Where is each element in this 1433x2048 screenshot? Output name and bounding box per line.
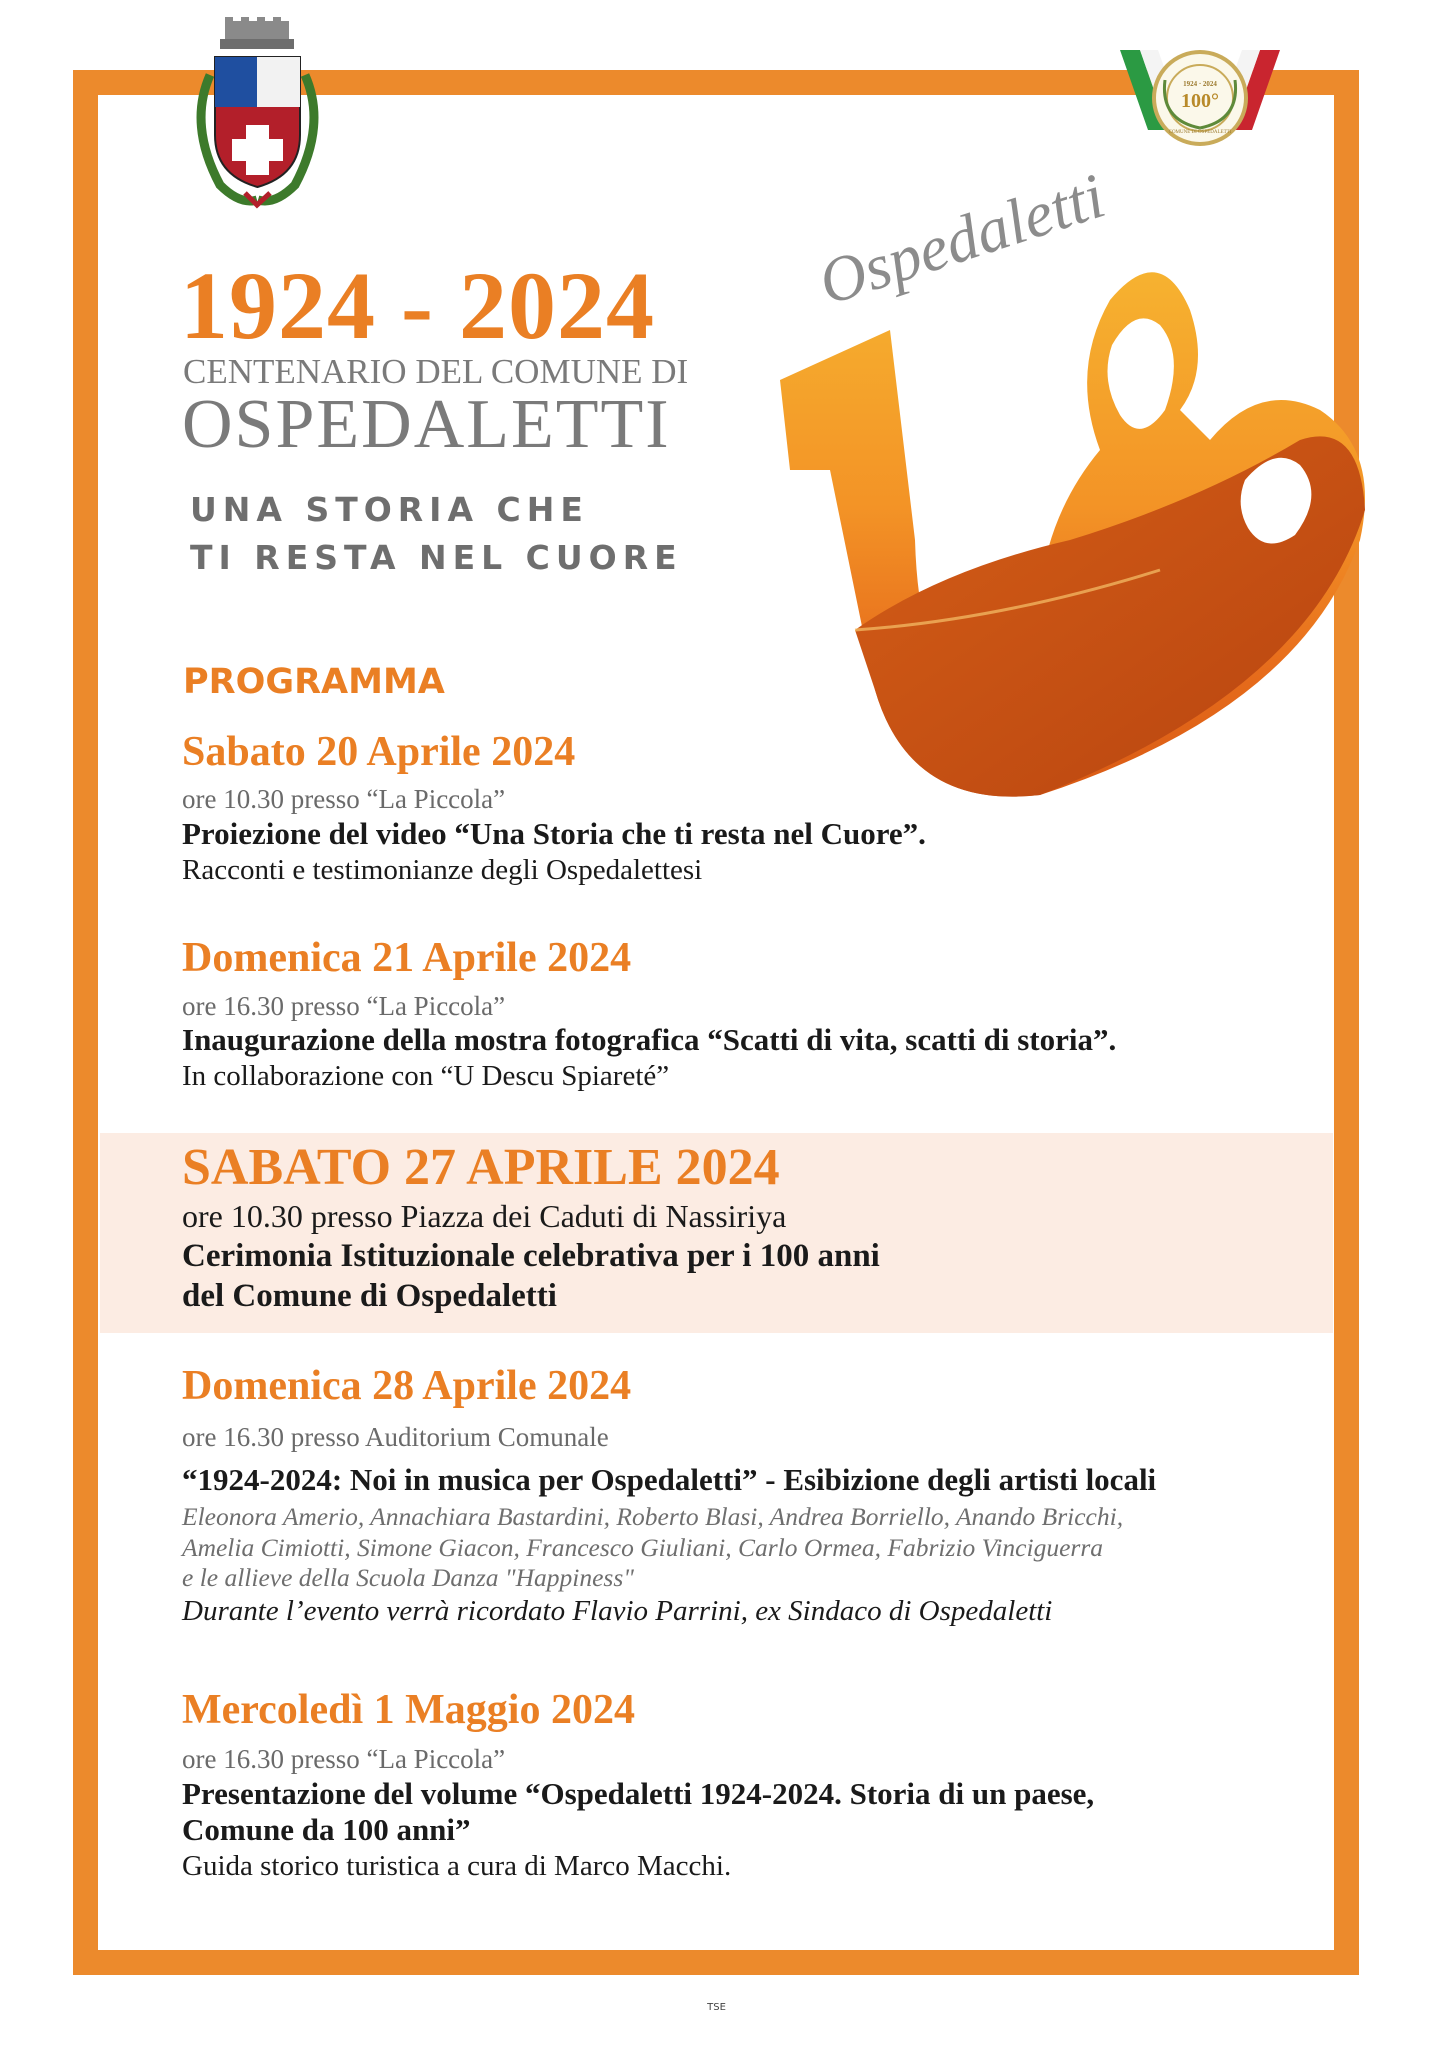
event-4-desc: “1924-2024: Noi in musica per Ospedaletti” - Esibizione degli artisti locali <box>182 1462 1157 1497</box>
seal-ring-text: COMUNE DI OSPEDALETTI <box>1168 130 1232 135</box>
event-4-note: Durante l’evento verrà ricordato Flavio Parrini, ex Sindaco di Ospedaletti <box>182 1595 1053 1627</box>
artists-line-2: Amelia Cimiotti, Simone Giacon, Francesco Giuliani, Carlo Ormea, Fabrizio Vinciguerra <box>182 1533 1103 1562</box>
event-5-desc-line-2: Comune da 100 anni” <box>182 1812 471 1847</box>
programma-heading: PROGRAMMA <box>183 662 445 702</box>
highlight-title: SABATO 27 APRILE 2024 <box>182 1139 780 1196</box>
highlight-when: ore 10.30 presso Piazza dei Caduti di Nassiriya <box>182 1198 787 1234</box>
centenary-subtitle: CENTENARIO DEL COMUNE DI <box>183 352 689 391</box>
event-5-note: Guida storico turistica a cura di Marco Macchi. <box>182 1850 732 1882</box>
tagline-line-2: TI RESTA NEL CUORE <box>190 538 683 577</box>
event-5-title: Mercoledì 1 Maggio 2024 <box>182 1687 635 1733</box>
event-1-when: ore 10.30 presso “La Piccola” <box>182 784 506 814</box>
event-5-desc-line-1: Presentazione del volume “Ospedaletti 1924-2024. Storia di un paese, <box>182 1776 1095 1811</box>
artists-line-1: Eleonora Amerio, Annachiara Bastardini, Roberto Blasi, Andrea Borriello, Anando Bricchi, <box>182 1502 1124 1531</box>
event-1-desc: Proiezione del video “Una Storia che ti resta nel Cuore”. <box>182 816 926 851</box>
event-1-note: Racconti e testimonianze degli Ospedalettesi <box>182 854 703 886</box>
event-1-title: Sabato 20 Aprile 2024 <box>182 729 576 775</box>
event-5-when: ore 16.30 presso “La Piccola” <box>182 1744 506 1774</box>
footer-credit: TSE <box>707 2002 726 2013</box>
town-name: OSPEDALETTI <box>182 386 671 463</box>
event-2-desc: Inaugurazione della mostra fotografica “Scatti di vita, scatti di storia”. <box>182 1022 1117 1057</box>
event-4-title: Domenica 28 Aprile 2024 <box>182 1363 632 1409</box>
artists-line-3: e le allieve della Scuola Danza "Happiness" <box>182 1563 634 1592</box>
logo-script-text: Ospedaletti <box>810 159 1113 319</box>
highlight-desc-line-1: Cerimonia Istituzionale celebrativa per i 100 anni <box>182 1238 880 1274</box>
seal-number: 100° <box>1181 90 1219 112</box>
centenary-seal-icon <box>1120 50 1280 150</box>
event-4-when: ore 16.30 presso Auditorium Comunale <box>182 1422 609 1452</box>
page-title-years: 1924 - 2024 <box>180 252 655 359</box>
municipal-coat-of-arms-icon <box>170 15 345 215</box>
tagline-line-1: UNA STORIA CHE <box>190 490 589 529</box>
highlight-desc-line-2: del Comune di Ospedaletti <box>182 1278 557 1314</box>
seal-years: 1924 · 2024 <box>1183 80 1217 88</box>
event-2-note: In collaborazione con “U Descu Spiareté” <box>182 1060 670 1092</box>
event-2-when: ore 16.30 presso “La Piccola” <box>182 991 506 1021</box>
event-2-title: Domenica 21 Aprile 2024 <box>182 935 632 981</box>
heart-photo-logo-icon <box>740 159 1390 810</box>
